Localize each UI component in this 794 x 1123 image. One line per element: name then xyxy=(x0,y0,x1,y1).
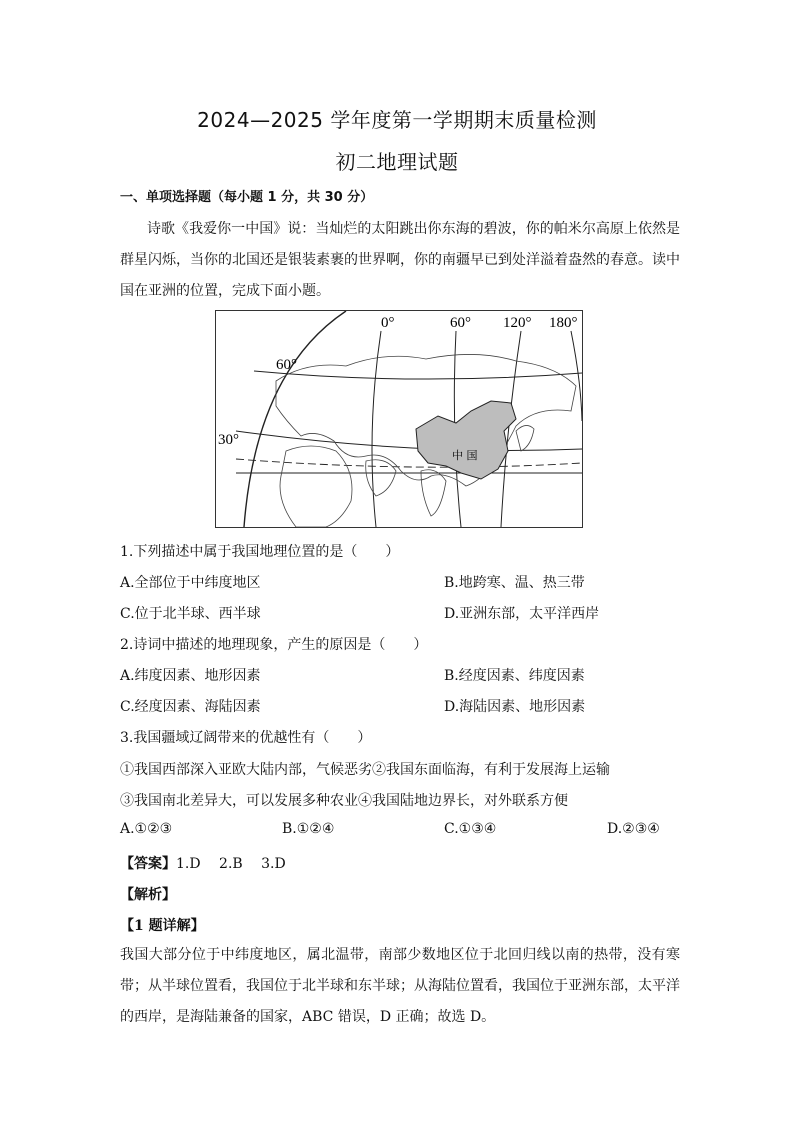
question-intro: 诗歌《我爱你一中国》说：当灿烂的太阳跳出你东海的碧波，你的帕米尔高原上依然是群星闪烁，当你的北国还是银装素裹的世界啊，你的南疆早已到处洋溢着盎然的春意。读中国在亚洲的位置，完成下面小题。 xyxy=(120,221,680,299)
q1-option-a: A.全部位于中纬度地区 xyxy=(120,575,261,591)
q3-option-c: C.①③④ xyxy=(444,821,497,837)
section-heading: 一、单项选择题（每小题 1 分，共 30 分） xyxy=(120,190,374,205)
q3-option-d: D.②③④ xyxy=(607,821,660,837)
lon-label-120: 120° xyxy=(503,315,532,331)
eurasia-outline xyxy=(276,354,576,486)
latitude-60-line xyxy=(254,371,582,379)
meridian-0 xyxy=(372,331,381,527)
question-1-stem: 1.下列描述中属于我国地理位置的是（ ） xyxy=(120,544,400,560)
analysis-label: 【解析】 xyxy=(120,887,176,903)
q2-option-b: B.经度因素、纬度因素 xyxy=(444,668,585,684)
lon-label-60: 60° xyxy=(450,315,471,331)
exam-subtitle: 初二地理试题 xyxy=(335,150,459,174)
arabia-outline xyxy=(366,460,396,496)
lon-label-0: 0° xyxy=(381,315,395,331)
question-2-stem: 2.诗词中描述的地理现象，产生的原因是（ ） xyxy=(120,637,428,653)
projection-edge xyxy=(244,311,346,527)
china-location-map xyxy=(215,310,583,528)
tropic-line xyxy=(236,459,582,467)
q1-option-b: B.地跨寒、温、热三带 xyxy=(444,575,585,591)
india-outline xyxy=(421,470,446,516)
lat-label-60: 60° xyxy=(276,357,297,373)
lon-label-180: 180° xyxy=(549,315,578,331)
china-label: 中 国 xyxy=(452,449,478,462)
q2-option-c: C.经度因素、海陆因素 xyxy=(120,699,261,715)
lat-label-30: 30° xyxy=(218,432,239,448)
q2-option-d: D.海陆因素、地形因素 xyxy=(444,699,586,715)
q2-option-a: A.纬度因素、地形因素 xyxy=(120,668,261,684)
meridian-180 xyxy=(571,331,582,421)
answer-line xyxy=(120,853,286,873)
answer-label: 【答案】 xyxy=(120,856,176,872)
exam-title: 2024—2025 学年度第一学期期末质量检测 xyxy=(197,108,597,132)
answer-values: 1.D 2.B 3.D xyxy=(176,856,286,872)
q3-option-b: B.①②④ xyxy=(282,821,335,837)
analysis-text: 我国大部分位于中纬度地区，属北温带，南部少数地区位于北回归线以南的热带，没有寒带；从半球位置看，我国位于北半球和东半球；从海陆位置看，我国位于亚洲东部，太平洋的西岸，是海陆兼备的国家，ABC 错误，D 正确；故选 D。 xyxy=(120,947,680,1025)
map-graphic xyxy=(216,311,582,527)
q3-statements-line-2: ③我国南北差异大，可以发展多种农业④我国陆地边界长，对外联系方便 xyxy=(120,793,568,809)
africa-outline xyxy=(280,446,352,527)
q3-option-a: A.①②③ xyxy=(120,821,173,837)
question-3-stem: 3.我国疆域辽阔带来的优越性有（ ） xyxy=(120,730,372,746)
q1-option-d: D.亚洲东部，太平洋西岸 xyxy=(444,606,600,622)
q1-option-c: C.位于北半球、西半球 xyxy=(120,606,261,622)
detail-label: 【1 题详解】 xyxy=(120,918,205,934)
japan-outline xyxy=(516,425,534,451)
q3-statements-line-1: ①我国西部深入亚欧大陆内部，气候恶劣②我国东面临海，有利于发展海上运输 xyxy=(120,762,610,778)
